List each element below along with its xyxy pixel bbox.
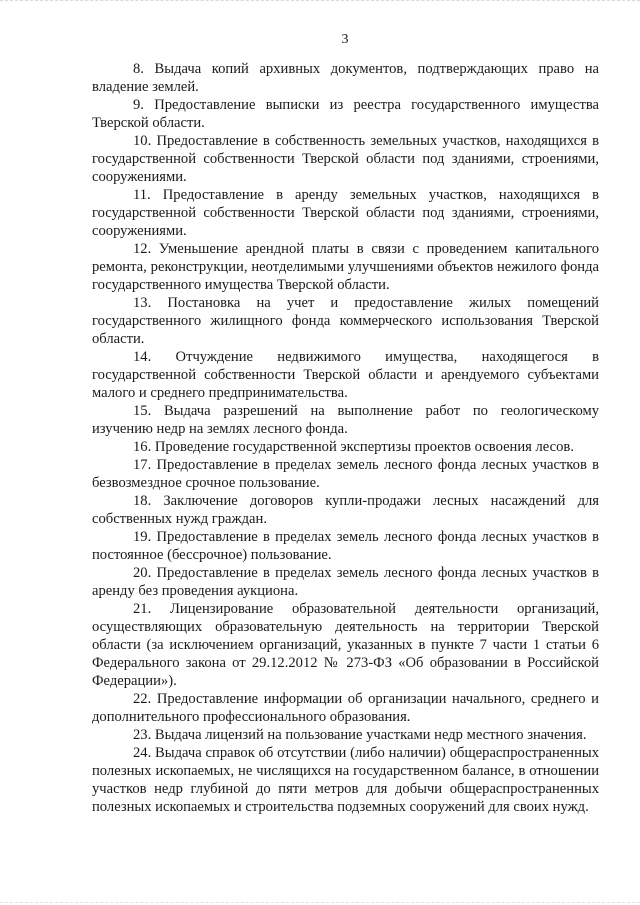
list-item-15: 15. Выдача разрешений на выполнение работ по геологическому изучению недр на землях лесного фонда. — [92, 403, 599, 437]
list-item-22: 22. Предоставление информации об организации начального, среднего и дополнительного профессионального образования. — [92, 691, 599, 725]
page-bottom-edge — [0, 899, 640, 903]
list-item-24: 24. Выдача справок об отсутствии (либо наличии) общераспространенных полезных ископаемых, не числящихся на государственном балансе, в отношении участков недр глубиной до пяти метров для добычи общераспространенных полезных ископаемых и строительства подземных сооружений для своих нужд. — [92, 745, 599, 815]
list-item-17: 17. Предоставление в пределах земель лесного фонда лесных участков в безвозмездное срочное пользование. — [92, 457, 599, 491]
list-item-18: 18. Заключение договоров купли-продажи лесных насаждений для собственных нужд граждан. — [92, 493, 599, 527]
list-item-20: 20. Предоставление в пределах земель лесного фонда лесных участков в аренду без проведения аукциона. — [92, 565, 599, 599]
page-number: 3 — [341, 32, 349, 47]
list-item-12: 12. Уменьшение арендной платы в связи с проведением капитального ремонта, реконструкции, неотделимыми улучшениями объектов нежилого фонда государственного имущества Тверской области. — [92, 241, 599, 293]
list-item-21: 21. Лицензирование образовательной деятельности организаций, осуществляющих образовательную деятельность на территории Тверской области (за исключением организаций, указанных в пункте 7 части 1 статьи 6 Федерального закона от 29.12.2012 № 273-ФЗ «Об образовании в Российской Федерации»). — [92, 601, 599, 689]
list-item-19: 19. Предоставление в пределах земель лесного фонда лесных участков в постоянное (бессрочное) пользование. — [92, 529, 599, 563]
list-item-14: 14. Отчуждение недвижимого имущества, находящегося в государственной собственности Тверской области и арендуемого субъектами малого и среднего предпринимательства. — [92, 349, 599, 401]
list-item-11: 11. Предоставление в аренду земельных участков, находящихся в государственной собственности Тверской области под зданиями, строениями, сооружениями. — [92, 187, 599, 239]
list-item-10: 10. Предоставление в собственность земельных участков, находящихся в государственной собственности Тверской области под зданиями, строениями, сооружениями. — [92, 133, 599, 185]
list-item-13: 13. Постановка на учет и предоставление жилых помещений государственного жилищного фонда коммерческого использования Тверской области. — [92, 295, 599, 347]
page-top-edge — [0, 0, 640, 4]
document-body — [92, 60, 599, 816]
list-item-16: 16. Проведение государственной экспертизы проектов освоения лесов. — [133, 439, 574, 455]
list-item-8: 8. Выдача копий архивных документов, подтверждающих право на владение землей. — [92, 61, 599, 95]
list-item-9: 9. Предоставление выписки из реестра государственного имущества Тверской области. — [92, 97, 599, 131]
list-item-23: 23. Выдача лицензий на пользование участками недр местного значения. — [133, 727, 587, 743]
